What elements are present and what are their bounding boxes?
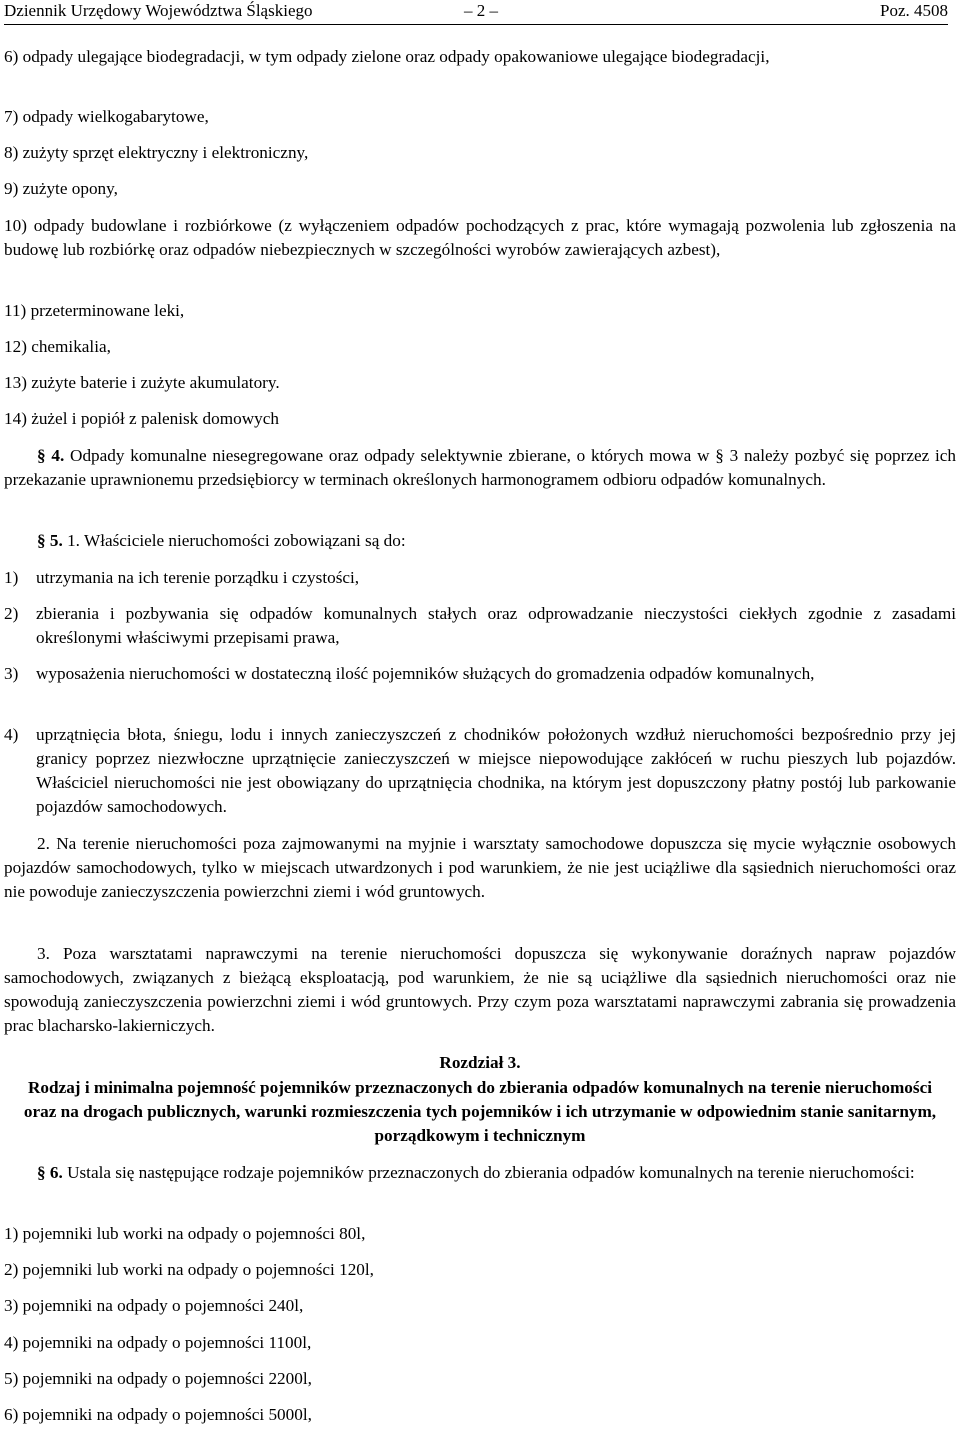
item-label: 2) <box>4 604 19 623</box>
point-number: 1. <box>67 531 80 550</box>
paragraph-number: § 6. <box>37 1163 63 1182</box>
paragraph-4 <box>4 444 956 492</box>
item-label: 3) <box>4 664 19 683</box>
list-item: 12) chemikalia, <box>4 337 111 356</box>
list-item: 9) zużyte opony, <box>4 179 118 198</box>
list-item: 13) zużyte baterie i zużyte akumulatory. <box>4 373 280 392</box>
list-item: wyposażenia nieruchomości w dostateczną ilość pojemników służących do gromadzenia odpadów komunalnych, <box>36 664 815 683</box>
list-item: 6) pojemniki na odpady o pojemności 5000l, <box>4 1405 312 1424</box>
list-item: 10) odpady budowlane i rozbiórkowe (z wyłączeniem odpadów pochodzących z prac, które wymagają pozwolenia lub zgłoszenia na budowę lub rozbiórkę oraz odpadów niebezpiecznych w szczególności wyrobów zawierających azbest), <box>4 216 956 259</box>
list-item: 14) żużel i popiół z palenisk domowych <box>4 409 279 428</box>
chapter-title: Rodzaj i minimalna pojemność pojemników przeznaczonych do zbierania odpadów komunalnych na terenie nieruchomości oraz na drogach publicznych, warunki rozmieszczenia tych pojemników i ich utrzymanie w odpowiednim stanie sanitarnym, porządkowym i technicznym <box>23 1078 937 1145</box>
paragraph-5-point-2: 2. Na terenie nieruchomości poza zajmowanymi na myjnie i warsztaty samochodowe dopuszcza się mycie wyłącznie osobowych pojazdów samochodowych, tylko w miejscach utwardzonych i pod warunkiem, że nie jest uciążliwe dla sąsiednich nieruchomości oraz nie powoduje zanieczyszczenia powierzchni ziemi i wód gruntowych. <box>4 834 956 901</box>
page-number: – 2 – <box>464 1 498 20</box>
paragraph-5-point-3: 3. Poza warsztatami naprawczymi na terenie nieruchomości dopuszcza się wykonywanie doraźnych napraw pojazdów samochodowych, związanych z bieżącą eksploatacją, pod warunkiem, że nie są uciążliwe dla sąsiednich nieruchomości oraz nie spowodują zanieczyszczenia powierzchni ziemi i wód gruntowych. Przy czym poza warsztatami naprawczymi zabrania się prowadzenia prac blacharsko-lakierniczych. <box>4 944 956 1035</box>
journal-title: Dziennik Urzędowy Województwa Śląskiego <box>4 1 313 20</box>
list-item: 11) przeterminowane leki, <box>4 301 185 320</box>
paragraph-5 <box>4 529 956 553</box>
paragraph-6 <box>4 1161 956 1185</box>
chapter-label: Rozdział 3. <box>439 1053 521 1072</box>
list-item: 3) pojemniki na odpady o pojemności 240l, <box>4 1296 304 1315</box>
position-number: Poz. 4508 <box>880 1 948 20</box>
list-item: 8) zużyty sprzęt elektryczny i elektroniczny, <box>4 143 309 162</box>
list-item: 6) odpady ulegające biodegradacji, w tym odpady zielone oraz odpady opakowaniowe ulegające biodegradacji, <box>4 47 770 66</box>
paragraph-number: § 5. <box>37 531 63 550</box>
page-header <box>4 0 948 25</box>
list-item: zbierania i pozbywania się odpadów komunalnych stałych oraz odprowadzanie nieczystości ciekłych zgodnie z zasadami określonymi właściwymi przepisami prawa, <box>36 604 956 647</box>
list-item: utrzymania na ich terenie porządku i czystości, <box>36 568 360 587</box>
item-label: 4) <box>4 725 19 744</box>
list-item: 2) pojemniki lub worki na odpady o pojemności 120l, <box>4 1260 374 1279</box>
paragraph-text: Właściciele nieruchomości zobowiązani są do: <box>83 531 406 550</box>
list-item: 5) pojemniki na odpady o pojemności 2200l, <box>4 1369 312 1388</box>
list-item: uprzątnięcia błota, śniegu, lodu i innych zanieczyszczeń z chodników położonych wzdłuż nieruchomości bezpośrednio przy jej granicy poprzez niezwłoczne uprzątnięcie zanieczyszczeń w miejsce niepowodujące zakłóceń w ruchu pieszych lub pojazdów. Właściciel nieruchomości nie jest obowiązany do uprzątnięcia chodnika, na którym jest dopuszczony płatny postój lub parkowanie pojazdów samochodowych. <box>36 725 956 816</box>
list-item: 7) odpady wielkogabarytowe, <box>4 107 209 126</box>
paragraph-text: Odpady komunalne niesegregowane oraz odpady selektywnie zbierane, o których mowa w § 3 należy pozbyć się poprzez ich przekazanie uprawnionemu przedsiębiorcy w terminach określonych harmonogramem odbioru odpadów komunalnych. <box>4 446 957 489</box>
paragraph-text: Ustala się następujące rodzaje pojemników przeznaczonych do zbierania odpadów komunalnych na terenie nieruchomości: <box>67 1163 915 1182</box>
list-item: 1) pojemniki lub worki na odpady o pojemności 80l, <box>4 1224 366 1243</box>
item-label: 1) <box>4 568 19 587</box>
paragraph-number: § 4. <box>37 446 65 465</box>
list-item: 4) pojemniki na odpady o pojemności 1100l, <box>4 1333 312 1352</box>
